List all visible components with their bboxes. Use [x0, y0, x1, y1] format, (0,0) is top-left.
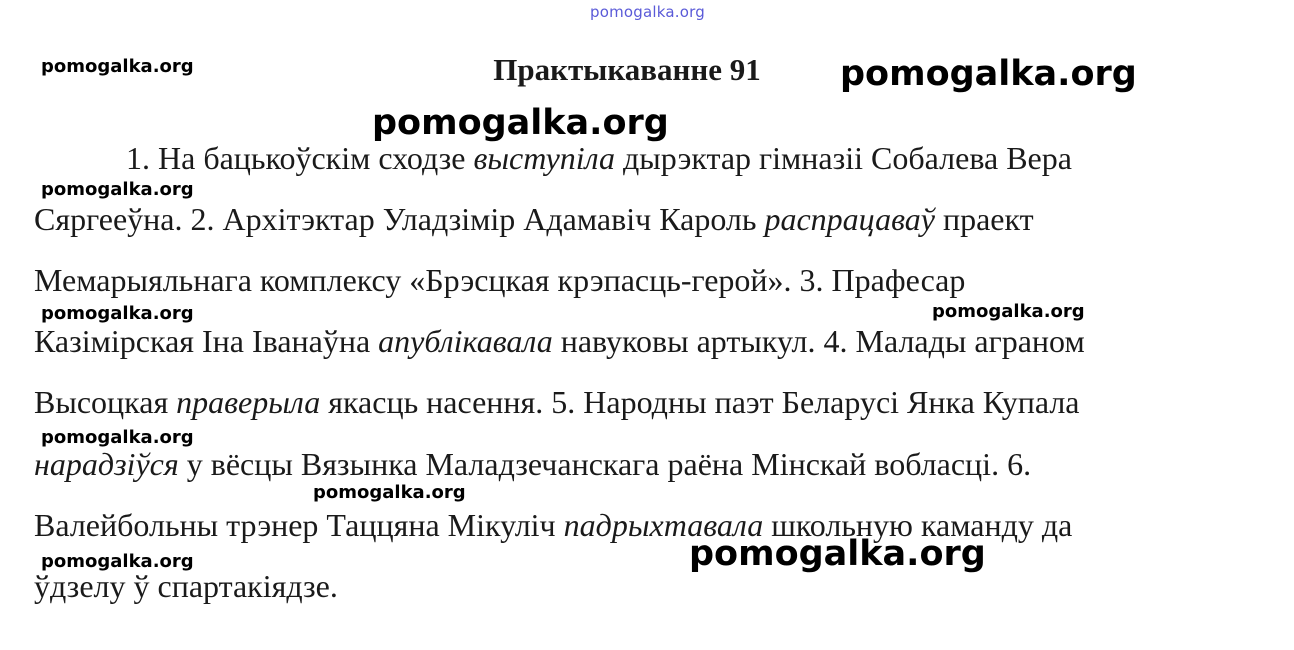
watermark: pomogalka.org: [41, 551, 194, 572]
text-line: [34, 384, 1079, 420]
text-run: Мемарыяльнага комплексу «Брэсцкая крэпасць-герой». 3. Прафесар: [34, 262, 966, 298]
emphasized-verb: апублікавала: [378, 323, 553, 359]
watermark: pomogalka.org: [840, 54, 1137, 94]
text-run: у вёсцы Вязынка Маладзечанскага раёна Мінскай вобласці. 6.: [178, 446, 1032, 482]
text-line: [126, 140, 1072, 176]
text-run: 1. На бацькоўскім сходзе: [126, 140, 474, 176]
text-line: [34, 201, 1034, 237]
watermark: pomogalka.org: [372, 103, 669, 143]
exercise-title: Практыкаванне 91: [493, 52, 761, 87]
text-run: Высоцкая: [34, 384, 177, 420]
site-link[interactable]: pomogalka.org: [590, 3, 705, 21]
text-line: [34, 568, 338, 604]
text-line: [34, 262, 965, 298]
watermark: pomogalka.org: [41, 56, 194, 77]
emphasized-verb: падрыхтавала: [563, 507, 764, 543]
emphasized-verb: праверыла: [176, 384, 321, 420]
text-run: дырэктар гімназіі Собалева Вера: [615, 140, 1072, 176]
watermark: pomogalka.org: [689, 534, 986, 574]
text-run: навуковы артыкул. 4. Малады аграном: [552, 323, 1085, 359]
emphasized-verb: выступіла: [473, 140, 615, 176]
emphasized-verb: нарадзіўся: [34, 446, 179, 482]
text-run: школьную каманду да: [763, 507, 1073, 543]
watermark: pomogalka.org: [41, 427, 194, 448]
watermark: pomogalka.org: [41, 179, 194, 200]
text-run: Сяргееўна. 2. Архітэктар Уладзімір Адамавіч Кароль: [34, 201, 765, 237]
watermark: pomogalka.org: [41, 303, 194, 324]
watermark: pomogalka.org: [313, 482, 466, 503]
emphasized-verb: распрацаваў: [764, 201, 935, 237]
text-line: [34, 323, 1085, 359]
text-run: ўдзелу ў спартакіядзе.: [34, 568, 338, 604]
text-run: Казімірская Іна Іванаўна: [34, 323, 379, 359]
watermark: pomogalka.org: [932, 301, 1085, 322]
text-run: якасць насення. 5. Народны паэт Беларусі Янка Купала: [320, 384, 1080, 420]
text-run: праект: [934, 201, 1034, 237]
text-run: Валейбольны трэнер Таццяна Мікуліч: [34, 507, 564, 543]
text-line: [34, 446, 1031, 482]
